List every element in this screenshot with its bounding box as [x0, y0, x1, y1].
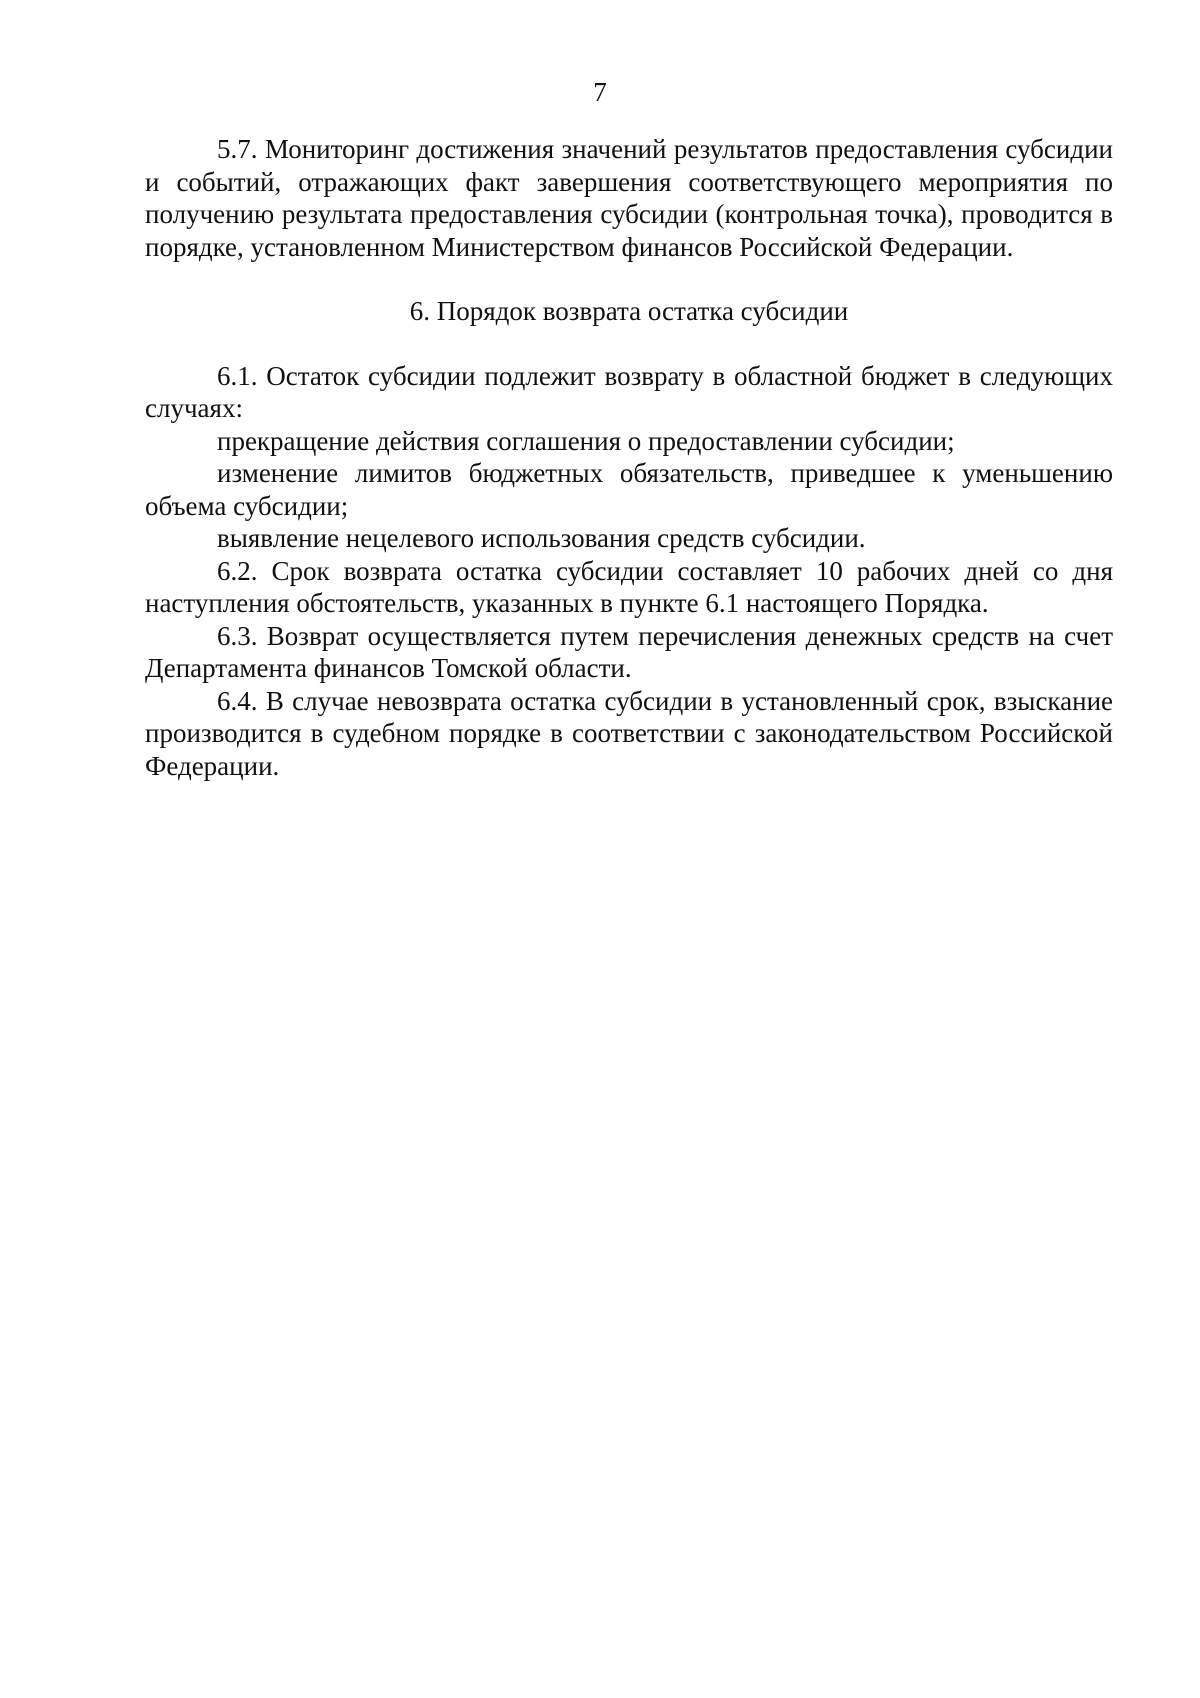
- document-body: [145, 133, 1113, 782]
- paragraph-6-3: 6.3. Возврат осуществляется путем перечисления денежных средств на счет Департамента финансов Томской области.: [145, 620, 1113, 683]
- case-misuse-of-funds: выявление нецелевого использования средств субсидии.: [217, 523, 866, 553]
- paragraph-5-7: 5.7. Мониторинг достижения значений результатов предоставления субсидии и событий, отражающих факт завершения соответствующего мероприятия по получению результата предоставления субсидии (контрольная точка), проводится в порядке, установленном Министерством финансов Российской Федерации.: [145, 134, 1113, 262]
- paragraph-6-1: 6.1. Остаток субсидии подлежит возврату в областной бюджет в следующих случаях:: [145, 360, 1113, 423]
- paragraph-6-4: 6.4. В случае невозврата остатка субсидии в установленный срок, взыскание производится в судебном порядке в соответствии с законодательством Российской Федерации.: [145, 685, 1113, 781]
- section-6-heading: 6. Порядок возврата остатка субсидии: [409, 296, 849, 326]
- page-number: 7: [593, 77, 607, 107]
- case-budget-limits-change: изменение лимитов бюджетных обязательств, приведшее к уменьшению объема субсидии;: [145, 458, 1113, 521]
- case-termination-agreement: прекращение действия соглашения о предоставлении субсидии;: [217, 425, 955, 456]
- paragraph-6-2: 6.2. Срок возврата остатка субсидии составляет 10 рабочих дней со дня наступления обстоятельств, указанных в пункте 6.1 настоящего Порядка.: [145, 555, 1113, 618]
